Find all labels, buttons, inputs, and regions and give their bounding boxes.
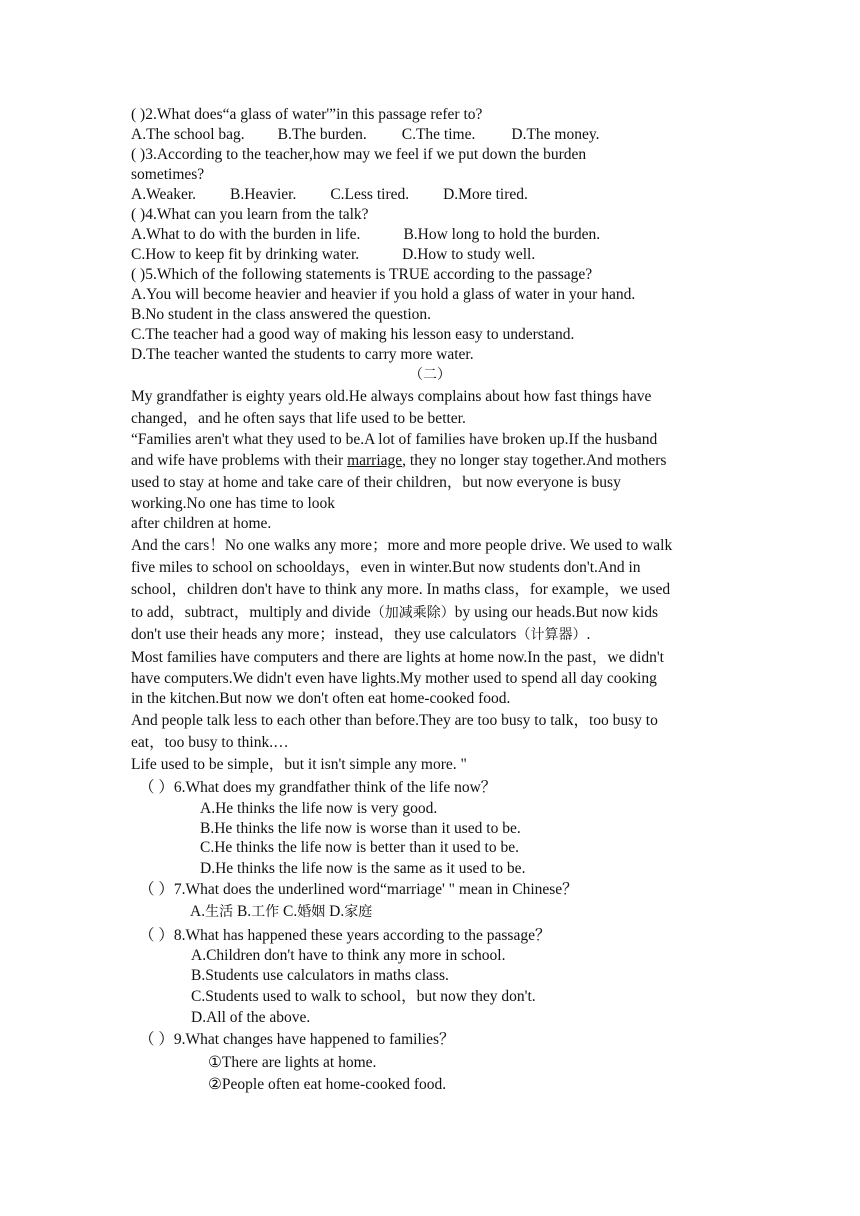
option-c: C.The teacher had a good way of making his lesson easy to understand.: [131, 326, 575, 343]
question-4-options-row2: [131, 245, 535, 265]
question-2-options: [131, 125, 599, 145]
option-c: C.Less tired.: [330, 186, 410, 203]
option-d: D.家庭: [329, 903, 373, 920]
passage-line: to add，subtract，multiply and divide（加减乘除）by using our heads.But now kids: [131, 604, 658, 621]
passage-line: And people talk less to each other than before.They are too busy to talk，too busy to: [131, 712, 658, 729]
option-d: D.More tired.: [443, 186, 528, 203]
passage-line: And the cars！No one walks any more；more and more people drive. We used to walk: [131, 537, 673, 554]
option-d: D.The teacher wanted the students to carry more water.: [131, 346, 474, 363]
option-d: D.He thinks the life now is the same as it used to be.: [200, 860, 526, 877]
passage-line: have computers.We didn't even have lights.My mother used to spend all day cooking: [131, 670, 657, 687]
underlined-word: marriage: [347, 452, 403, 469]
passage-line: school，children don't have to think any more. In maths class，for example，we used: [131, 581, 671, 598]
statement-2: ②People often eat home-cooked food.: [208, 1076, 447, 1093]
option-b: B.工作: [236, 903, 280, 920]
passage-line: changed，and he often says that life used to be better.: [131, 410, 466, 427]
passage-line: eat，too busy to think.…: [131, 734, 289, 751]
option-c: C.He thinks the life now is better than it used to be.: [200, 839, 519, 856]
section-heading: （二）: [409, 367, 451, 383]
option-b: B.Heavier.: [230, 186, 297, 203]
option-a: A.Weaker.: [131, 186, 197, 203]
passage-line: used to stay at home and take care of their children，but now everyone is busy: [131, 474, 621, 491]
question-3-continued: sometimes?: [131, 166, 205, 183]
option-c: C.Students used to walk to school，but now they don't.: [191, 988, 536, 1005]
option-d: D.All of the above.: [191, 1009, 311, 1026]
option-d: D.The money.: [511, 126, 600, 143]
passage-line: My grandfather is eighty years old.He always complains about how fast things have: [131, 388, 652, 405]
passage-line: working.No one has time to look: [131, 495, 336, 512]
passage-line: and wife have problems with their marriage, they no longer stay together.And mothers: [131, 452, 667, 469]
option-a: A.You will become heavier and heavier if you hold a glass of water in your hand.: [131, 286, 636, 303]
option-c: C.The time.: [401, 126, 476, 143]
question-8: （ ）8.What has happened these years according to the passage？: [139, 927, 551, 944]
statement-1: ①There are lights at home.: [208, 1054, 377, 1071]
option-a: A.生活: [190, 903, 234, 920]
question-4: ( )4.What can you learn from the talk?: [131, 206, 369, 223]
passage-line: in the kitchen.But now we don't often eat home-cooked food.: [131, 690, 511, 707]
option-b: B.The burden.: [277, 126, 367, 143]
option-c: C.How to keep fit by drinking water.: [131, 246, 360, 263]
option-b: B.He thinks the life now is worse than it used to be.: [200, 820, 521, 837]
question-3: ( )3.According to the teacher,how may we feel if we put down the burden: [131, 146, 587, 163]
passage-line: don't use their heads any more；instead，they use calculators（计算器）.: [131, 626, 591, 643]
question-4-options-row1: [131, 225, 600, 245]
option-a: A.What to do with the burden in life.: [131, 226, 361, 243]
option-a: A.The school bag.: [131, 126, 245, 143]
question-7: （ ）7.What does the underlined word“marriage' " mean in Chinese？: [139, 881, 578, 898]
passage-line: Life used to be simple，but it isn't simple any more. ": [131, 756, 467, 773]
question-7-options: [190, 902, 372, 922]
question-6: （ ）6.What does my grandfather think of the life now？: [139, 779, 497, 796]
option-b: B.How long to hold the burden.: [403, 226, 601, 243]
option-b: B.No student in the class answered the question.: [131, 306, 432, 323]
passage-line: after children at home.: [131, 515, 272, 532]
option-d: D.How to study well.: [402, 246, 536, 263]
option-a: A.He thinks the life now is very good.: [200, 800, 438, 817]
question-9: （ ）9.What changes have happened to families？: [139, 1031, 455, 1048]
option-b: B.Students use calculators in maths class.: [191, 967, 449, 984]
question-5: ( )5.Which of the following statements is TRUE according to the passage?: [131, 266, 593, 283]
option-c: C.婚姻: [283, 903, 326, 920]
passage-line: Most families have computers and there are lights at home now.In the past，we didn't: [131, 649, 664, 666]
question-3-options: [131, 185, 528, 205]
passage-line: “Families aren't what they used to be.A lot of families have broken up.If the husband: [131, 431, 658, 448]
passage-line: five miles to school on schooldays，even in winter.But now students don't.And in: [131, 559, 641, 576]
question-2: ( )2.What does“a glass of water'”in this passage refer to?: [131, 106, 483, 123]
option-a: A.Children don't have to think any more in school.: [191, 947, 506, 964]
